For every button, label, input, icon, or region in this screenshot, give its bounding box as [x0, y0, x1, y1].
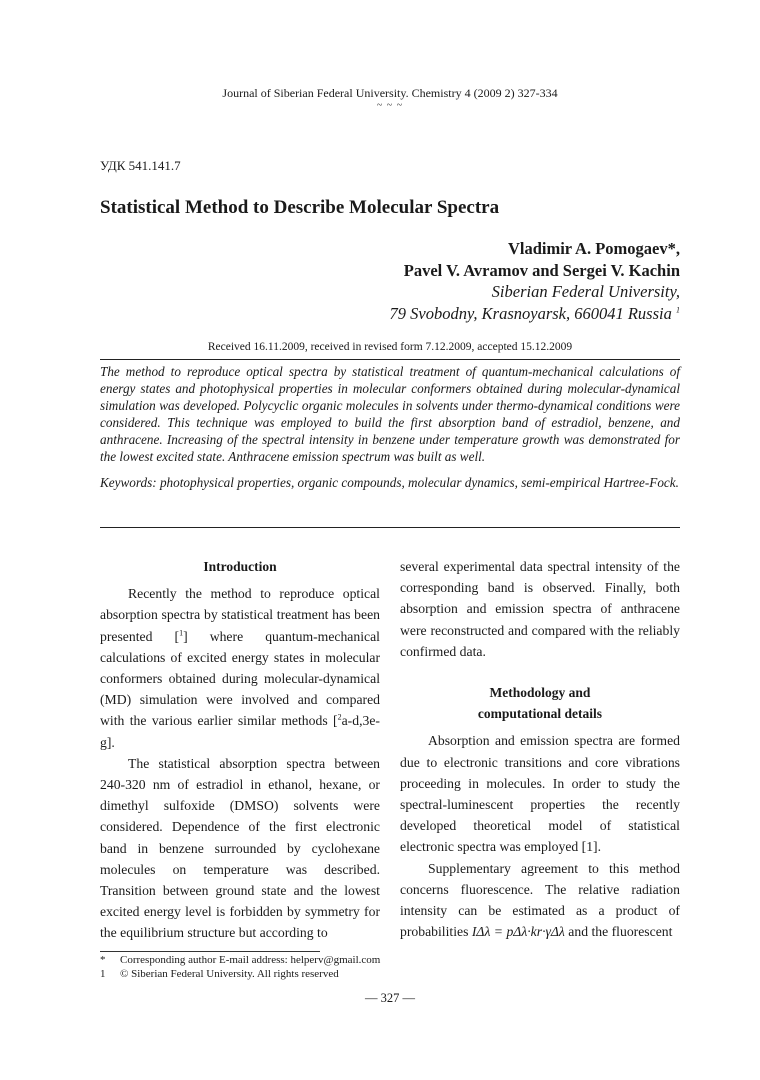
right-column [400, 556, 680, 942]
affiliation-address: 79 Svobodny, Krasnoyarsk, 660041 Russia [389, 303, 672, 323]
abstract-bottom-rule [100, 527, 680, 528]
intensity-formula: IΔλ = pΔλ·kr·γΔλ [471, 924, 565, 940]
methods-paragraph-2: Supplementary agreement to this method concerns fluorescence. The relative radiation intensity can be estimated as a product of probabilities IΔλ = pΔλ·kr·γΔλ and the fluorescent [400, 860, 680, 940]
ref-2: 2 [337, 712, 342, 722]
intro-paragraph-1: Recently the method to reproduce optical absorption spectra by statistical treatment has been presented [$^1$] where quantum-mechanical calculations of excited energy states in molecular conformers obtained during molecular-dynamical (MD) simulation were involved and compared with the various earlier similar methods [$^2$a-d,3e-g]. [100, 586, 380, 750]
keywords: Keywords: photophysical properties, organic compounds, molecular dynamics, semi-empirical Hartree-Fock. [100, 475, 679, 490]
introduction-heading: Introduction [203, 559, 277, 574]
footnote-corresponding: * Corresponding author E-mail address: helperv@gmail.com [100, 954, 381, 966]
intro-paragraph-2: The statistical absorption spectra between 240-320 nm of estradiol in ethanol, hexane, or dimethyl sulfoxide (DMSO) solvents were considered. Dependence of the first electronic band in benzene surrounded by cyclohexane molecules on temperature was described. Transition between ground state and the lowest excited energy level is forbidden by symmetry for the equilibrium structure but according to [100, 755, 380, 941]
ref-1: 1 [179, 628, 184, 638]
abstract-text: The method to reproduce optical spectra by statistical treatment of quantum-mechanical calculations of energy states and photophysical properties in molecular conformers obtained during molecular-dynamical simulation was developed. Polycyclic organic molecules in solvents under thermo-dynamical conditions were considered. This technique was employed to build the first absorption band of estradiol, benzene, and anthracene. Increasing of the spectral intensity in benzene under temperature growth was demonstrated for the lowest excited state. Anthracene emission spectrum was built as well. [100, 364, 680, 464]
udk-code: УДК 541.141.7 [100, 158, 181, 173]
received-dates: Received 16.11.2009, received in revised form 7.12.2009, accepted 15.12.2009 [207, 341, 573, 353]
left-column [100, 556, 380, 944]
methods-heading-line-1: Methodology and [489, 685, 591, 701]
footnotes [100, 953, 500, 981]
header-divider: ~ ~ ~ [376, 100, 404, 111]
methods-paragraph-1: Absorption and emission spectra are formed due to electronic transitions and core vibrations proceeding in molecules. In order to study the spectral-luminescent properties the recently developed theoretical model of statistical electronic spectra was employed [1]. [400, 733, 680, 855]
affiliation-line-2 [390, 303, 680, 325]
author-block [390, 238, 680, 324]
page-number: — 327 — [365, 991, 415, 1005]
affiliation-footnote-mark: 1 [676, 305, 680, 314]
paper-title: Statistical Method to Describe Molecular Spectra [100, 197, 500, 218]
abstract-top-rule [100, 359, 680, 360]
author-line-1: Vladimir A. Pomogaev*, [507, 239, 680, 258]
methods-heading-line-2: computational details [477, 706, 603, 722]
intro-paragraph-3: several experimental data spectral intensity of the corresponding band is observed. Finally, both absorption and emission spectra of anthracene were reconstructed and compared with the reliably confirmed data. [400, 559, 680, 659]
affiliation-line-1: Siberian Federal University, [491, 282, 680, 301]
abstract [100, 363, 680, 491]
journal-header: Journal of Siberian Federal University. Chemistry 4 (2009 2) 327-334 [222, 86, 558, 100]
footnote-rule [100, 951, 320, 952]
author-line-2: Pavel V. Avramov and Sergei V. Kachin [403, 260, 680, 280]
footnote-copyright: 1 © Siberian Federal University. All rights reserved [100, 968, 339, 980]
